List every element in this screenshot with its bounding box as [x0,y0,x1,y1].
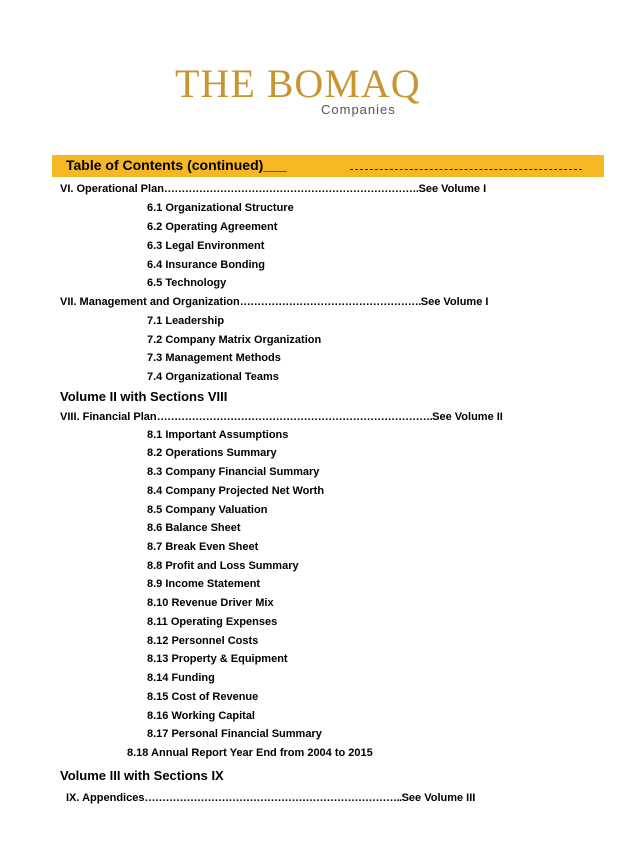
toc-header-bar [52,155,604,177]
toc-subentry: 6.3 Legal Environment [147,240,265,252]
toc-subentry: 8.16 Working Capital [147,710,255,722]
toc-leader-dots: ……………………………………………………………….. [144,792,402,804]
toc-title: Table of Contents (continued)___ [66,157,287,173]
toc-subentry: 6.1 Organizational Structure [147,202,294,214]
toc-entry-ref: See Volume III [401,792,476,804]
toc-leader-dots: ……………………………………………………………………. [156,411,433,423]
toc-subentry: 8.6 Balance Sheet [147,522,241,534]
toc-header-rule [350,169,582,170]
toc-subentry: 8.11 Operating Expenses [147,616,278,628]
toc-subentry: 8.2 Operations Summary [147,447,277,459]
toc-subentry: 8.14 Funding [147,672,215,684]
volume-ii-heading: Volume II with Sections VIII [60,389,228,404]
toc-entry-label: VII. Management and Organization [60,296,240,308]
toc-subentry: 7.1 Leadership [147,315,225,327]
volume-iii-heading: Volume III with Sections IX [60,768,224,783]
toc-leader-dots: ……………………………………………. [239,296,421,308]
toc-subentry: 8.8 Profit and Loss Summary [147,560,299,572]
toc-subentry: 8.12 Personnel Costs [147,635,259,647]
toc-subentry: 8.17 Personal Financial Summary [147,728,322,740]
toc-leader-dots: ………………………………………………………………. [163,183,419,195]
logo-sub-text: Companies [321,102,396,117]
logo-main-text: THE BOMAQ [175,61,421,106]
toc-entry-vi [60,183,486,195]
toc-entry-ref: See Volume II [432,411,503,423]
toc-entry-viii [60,411,503,423]
toc-subentry: 7.4 Organizational Teams [147,371,279,383]
toc-entry-label: VI. Operational Plan [60,183,164,195]
toc-subentry: 6.4 Insurance Bonding [147,259,265,271]
toc-subentry: 7.3 Management Methods [147,352,281,364]
toc-subentry: 8.7 Break Even Sheet [147,541,259,553]
toc-subentry: 6.2 Operating Agreement [147,221,278,233]
toc-subentry: 8.13 Property & Equipment [147,653,288,665]
toc-subentry: 8.4 Company Projected Net Worth [147,485,325,497]
toc-entry-label: IX. Appendices [66,792,145,804]
toc-subentry: 8.1 Important Assumptions [147,429,289,441]
company-logo [175,60,445,130]
toc-entry-label: VIII. Financial Plan [60,411,157,423]
toc-subentry: 8.18 Annual Report Year End from 2004 to 2015 [127,747,373,759]
toc-entry-vii [60,296,488,308]
toc-subentry: 8.9 Income Statement [147,578,261,590]
toc-subentry: 6.5 Technology [147,277,227,289]
toc-subentry: 8.5 Company Valuation [147,504,268,516]
toc-subentry: 7.2 Company Matrix Organization [147,334,322,346]
toc-subentry: 8.15 Cost of Revenue [147,691,259,703]
toc-entry-ref: See Volume I [418,183,487,195]
toc-entry-ix [66,792,475,804]
toc-subentry: 8.10 Revenue Driver Mix [147,597,274,609]
toc-subentry: 8.3 Company Financial Summary [147,466,320,478]
toc-entry-ref: See Volume I [420,296,489,308]
